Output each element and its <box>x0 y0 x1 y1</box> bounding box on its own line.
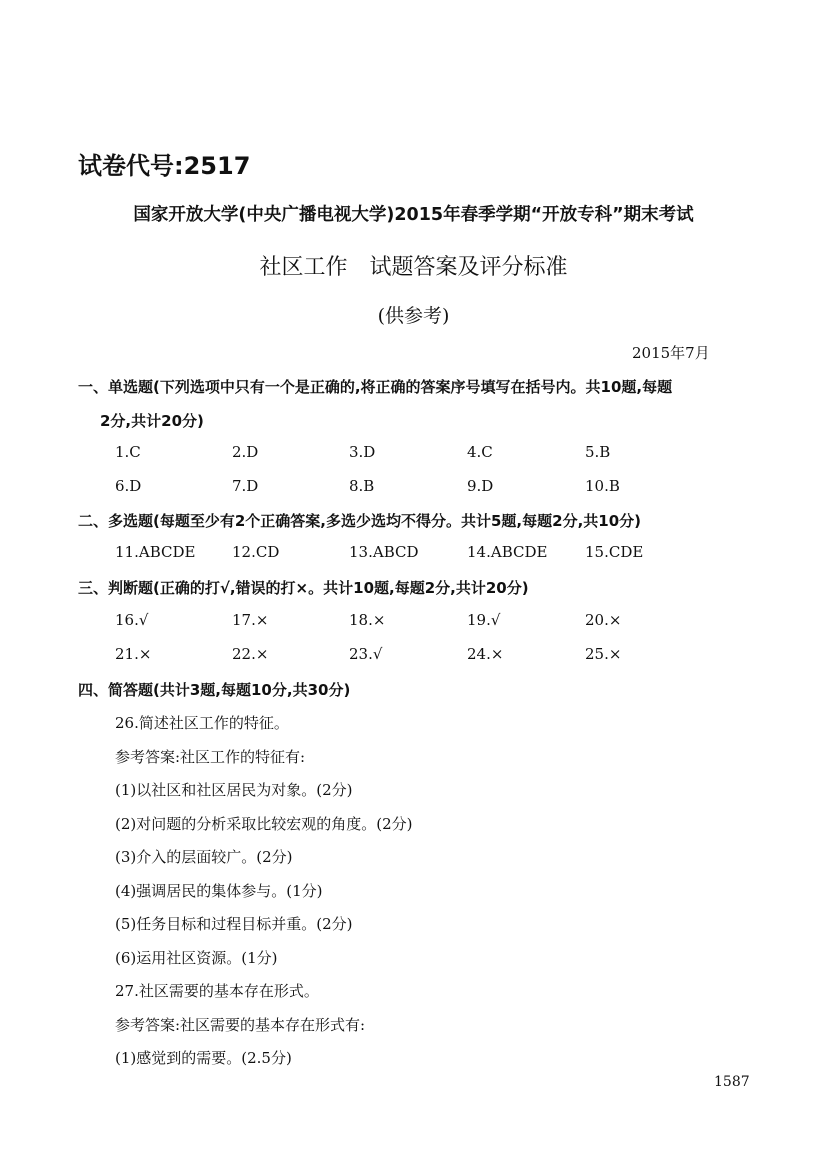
answer-item: 14.ABCDE <box>467 543 548 561</box>
question-27: 27.社区需要的基本存在形式。 <box>115 982 319 1000</box>
answer-item: 1.C <box>115 443 141 461</box>
answer-point: (1)以社区和社区居民为对象。(2分) <box>115 781 353 799</box>
exam-date: 2015年7月 <box>632 344 710 362</box>
section2-heading: 二、多选题(每题至少有2个正确答案,多选少选均不得分。共计5题,每题2分,共10分) <box>78 512 641 530</box>
answer-item: 16.√ <box>115 611 149 629</box>
answer-item: 19.√ <box>467 611 501 629</box>
section1-heading-continued: 2分,共计20分) <box>100 412 204 430</box>
subject-title: 社区工作 试题答案及评分标准 <box>259 255 568 280</box>
answer-item: 9.D <box>467 477 494 495</box>
answer-item: 5.B <box>585 443 611 461</box>
answer-item: 4.C <box>467 443 493 461</box>
answer-point: (3)介入的层面较广。(2分) <box>115 848 293 866</box>
answer-item: 13.ABCD <box>349 543 419 561</box>
answer-item: 23.√ <box>349 645 383 663</box>
answer-item: 21.× <box>115 645 152 663</box>
for-reference-note: (供参考) <box>377 305 450 327</box>
answer-item: 8.B <box>349 477 375 495</box>
answer-item: 18.× <box>349 611 386 629</box>
answer-item: 2.D <box>232 443 259 461</box>
answer-item: 11.ABCDE <box>115 543 196 561</box>
question-26: 26.简述社区工作的特征。 <box>115 714 289 732</box>
answer-intro: 参考答案:社区需要的基本存在形式有: <box>115 1016 366 1034</box>
answer-point: (1)感觉到的需要。(2.5分) <box>115 1049 292 1067</box>
answer-item: 12.CD <box>232 543 280 561</box>
section1-heading: 一、单选题(下列选项中只有一个是正确的,将正确的答案序号填写在括号内。共10题,每题 <box>78 378 673 396</box>
answer-item: 17.× <box>232 611 269 629</box>
section3-heading: 三、判断题(正确的打√,错误的打×。共计10题,每题2分,共计20分) <box>78 579 529 597</box>
answer-item: 24.× <box>467 645 504 663</box>
answer-item: 15.CDE <box>585 543 644 561</box>
answer-point: (5)任务目标和过程目标并重。(2分) <box>115 915 353 933</box>
answer-item: 22.× <box>232 645 269 663</box>
answer-point: (4)强调居民的集体参与。(1分) <box>115 882 323 900</box>
answer-point: (6)运用社区资源。(1分) <box>115 949 278 967</box>
answer-item: 7.D <box>232 477 259 495</box>
page-number: 1587 <box>714 1074 750 1090</box>
answer-item: 10.B <box>585 477 620 495</box>
paper-code: 试卷代号:2517 <box>78 152 251 180</box>
answer-item: 20.× <box>585 611 622 629</box>
section4-heading: 四、简答题(共计3题,每题10分,共30分) <box>78 681 351 699</box>
answer-intro: 参考答案:社区工作的特征有: <box>115 748 306 766</box>
answer-point: (2)对问题的分析采取比较宏观的角度。(2分) <box>115 815 413 833</box>
answer-item: 25.× <box>585 645 622 663</box>
answer-item: 3.D <box>349 443 376 461</box>
answer-item: 6.D <box>115 477 142 495</box>
exam-title: 国家开放大学(中央广播电视大学)2015年春季学期“开放专科”期末考试 <box>133 205 694 225</box>
